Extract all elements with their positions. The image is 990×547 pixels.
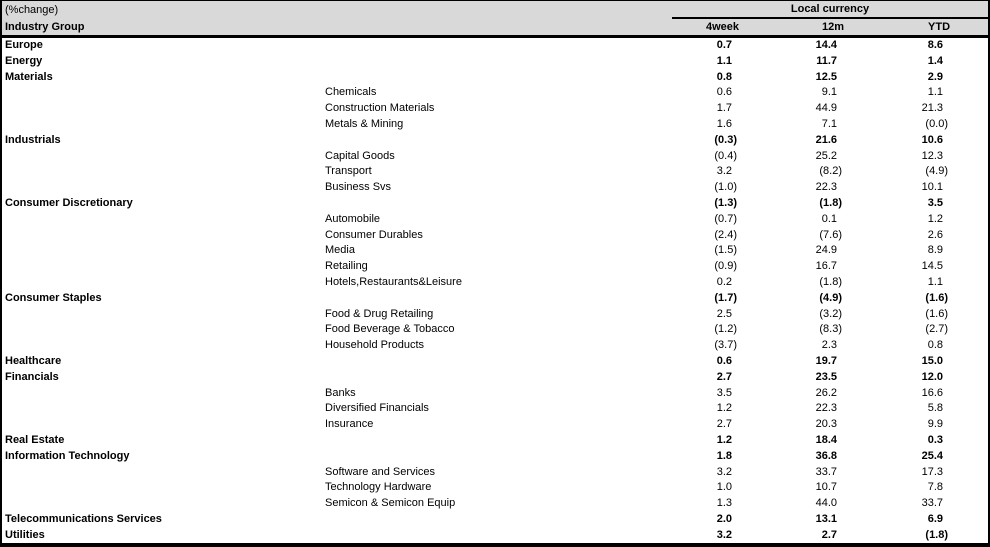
value-ytd: 1.2 <box>927 212 944 225</box>
row-label: Real Estate <box>5 433 65 446</box>
table-row <box>2 417 988 433</box>
row-label: Telecommunications Services <box>5 512 162 525</box>
row-label: Insurance <box>325 418 374 431</box>
value-ytd: (4.9) <box>925 165 949 178</box>
value-4week: 2.7 <box>716 370 732 383</box>
value-ytd: 5.8 <box>927 402 944 415</box>
value-ytd: 2.9 <box>927 70 944 83</box>
value-ytd: 0.8 <box>927 339 944 352</box>
value-12m: 25.2 <box>815 149 837 162</box>
value-4week: (1.7) <box>714 291 737 304</box>
value-12m: (1.8) <box>819 196 842 209</box>
row-label: Consumer Staples <box>5 291 102 304</box>
value-4week: 1.8 <box>716 449 732 462</box>
value-4week: (1.0) <box>714 181 737 194</box>
value-ytd: (1.6) <box>925 307 949 320</box>
table-body <box>2 37 988 544</box>
value-ytd: 25.4 <box>921 449 944 462</box>
value-12m: 36.8 <box>815 449 837 462</box>
value-ytd: 1.1 <box>927 275 944 288</box>
value-12m: 44.9 <box>815 102 837 115</box>
row-label: Healthcare <box>5 354 62 367</box>
row-label: Europe <box>5 39 43 51</box>
row-label: Food Beverage & Tobacco <box>325 323 455 336</box>
value-4week: 0.6 <box>716 354 732 367</box>
value-12m: 2.7 <box>821 528 837 541</box>
row-label: Metals & Mining <box>325 117 404 130</box>
performance-table <box>2 1 988 544</box>
row-label: Food & Drug Retailing <box>325 307 434 320</box>
value-4week: (1.2) <box>714 323 737 336</box>
table-row <box>2 433 988 449</box>
value-12m: 20.3 <box>815 418 837 431</box>
value-4week: 1.2 <box>716 433 732 446</box>
value-4week: 1.2 <box>716 402 732 415</box>
header-row-currency <box>2 1 988 18</box>
value-12m: 14.4 <box>815 39 837 51</box>
value-12m: 7.1 <box>821 117 837 130</box>
row-label: Construction Materials <box>325 102 435 115</box>
table-row <box>2 275 988 291</box>
table-row <box>2 180 988 196</box>
value-4week: 1.6 <box>716 117 732 130</box>
row-label: Retailing <box>325 260 368 273</box>
value-ytd: 1.1 <box>927 86 944 99</box>
value-12m: 11.7 <box>816 54 837 67</box>
value-4week: 2.0 <box>716 512 732 525</box>
value-ytd: 3.5 <box>927 196 944 209</box>
row-label: Diversified Financials <box>325 402 429 415</box>
value-ytd: (2.7) <box>925 323 949 336</box>
value-ytd: (1.6) <box>925 291 949 304</box>
row-label: Utilities <box>5 528 45 541</box>
value-ytd: 12.3 <box>921 149 944 162</box>
row-label: Consumer Durables <box>325 228 423 241</box>
value-12m: 22.3 <box>815 181 837 194</box>
table-row <box>2 480 988 496</box>
table-row <box>2 370 988 386</box>
row-label: Banks <box>325 386 356 399</box>
row-label: Business Svs <box>325 181 392 194</box>
value-4week: (0.3) <box>714 133 737 146</box>
row-label: Information Technology <box>5 449 130 462</box>
table-row <box>2 465 988 481</box>
value-4week: 1.3 <box>716 497 732 510</box>
row-label: Materials <box>5 70 53 83</box>
row-label: Software and Services <box>325 465 436 478</box>
table-row <box>2 386 988 402</box>
industry-group-header: Industry Group <box>2 18 672 37</box>
row-label: Financials <box>5 370 59 383</box>
table-row <box>2 338 988 354</box>
value-4week: (1.3) <box>714 196 737 209</box>
table-row <box>2 449 988 465</box>
table-header <box>2 1 988 37</box>
value-4week: (3.7) <box>714 339 737 352</box>
row-label: Technology Hardware <box>325 481 432 494</box>
table-row <box>2 228 988 244</box>
local-currency-header: Local currency <box>672 1 988 18</box>
row-label: Industrials <box>5 133 61 146</box>
value-ytd: 21.3 <box>921 102 944 115</box>
value-ytd: 8.6 <box>927 39 944 51</box>
value-12m: (7.6) <box>819 228 842 241</box>
value-4week: (0.4) <box>714 149 737 162</box>
table-row <box>2 528 988 544</box>
table-row <box>2 243 988 259</box>
value-ytd: (1.8) <box>925 528 949 541</box>
value-4week: 3.2 <box>716 165 732 178</box>
column-header-12m: 12m <box>777 18 882 37</box>
value-4week: (0.7) <box>714 212 737 225</box>
value-4week: 1.0 <box>716 481 732 494</box>
value-4week: 3.2 <box>716 528 732 541</box>
row-label: Household Products <box>325 339 425 352</box>
value-12m: 23.5 <box>815 370 837 383</box>
value-ytd: 14.5 <box>921 260 944 273</box>
value-4week: 3.2 <box>716 465 732 478</box>
value-4week: (0.9) <box>714 260 737 273</box>
value-12m: 10.7 <box>815 481 837 494</box>
row-label: Media <box>325 244 355 257</box>
value-ytd: (0.0) <box>925 117 949 130</box>
value-12m: 2.3 <box>821 339 837 352</box>
row-label: Hotels,Restaurants&Leisure <box>325 275 462 288</box>
value-4week: (2.4) <box>714 228 737 241</box>
value-ytd: 33.7 <box>921 497 944 510</box>
value-4week: 0.7 <box>716 39 732 51</box>
table-row <box>2 322 988 338</box>
value-ytd: 8.9 <box>927 244 944 257</box>
value-12m: 33.7 <box>815 465 837 478</box>
table-row <box>2 212 988 228</box>
table-row <box>2 496 988 512</box>
column-header-ytd: YTD <box>882 18 988 37</box>
value-12m: 9.1 <box>821 86 837 99</box>
value-12m: 19.7 <box>815 354 837 367</box>
percent-change-label: (%change) <box>2 1 672 18</box>
table-row <box>2 307 988 323</box>
value-4week: 1.7 <box>716 102 732 115</box>
value-4week: 2.7 <box>716 418 732 431</box>
value-12m: 22.3 <box>815 402 837 415</box>
value-ytd: 7.8 <box>927 481 944 494</box>
row-label: Chemicals <box>325 86 377 99</box>
value-12m: (1.8) <box>819 275 842 288</box>
table-row <box>2 54 988 70</box>
value-12m: 12.5 <box>815 70 837 83</box>
value-12m: 0.1 <box>821 212 837 225</box>
value-4week: 2.5 <box>716 307 732 320</box>
table-row <box>2 149 988 165</box>
value-12m: (4.9) <box>819 291 842 304</box>
value-4week: 0.8 <box>716 70 732 83</box>
value-ytd: 9.9 <box>927 418 944 431</box>
row-label: Consumer Discretionary <box>5 196 133 209</box>
value-4week: 0.6 <box>716 86 732 99</box>
table-row <box>2 512 988 528</box>
value-12m: (8.2) <box>819 165 842 178</box>
value-ytd: 12.0 <box>921 370 944 383</box>
table-row <box>2 291 988 307</box>
value-12m: 18.4 <box>815 433 837 446</box>
value-ytd: 17.3 <box>921 465 944 478</box>
table-row <box>2 85 988 101</box>
row-label: Transport <box>325 165 372 178</box>
value-ytd: 0.3 <box>927 433 944 446</box>
value-12m: 21.6 <box>815 133 837 146</box>
table-row <box>2 196 988 212</box>
table-row <box>2 133 988 149</box>
value-12m: 13.1 <box>815 512 837 525</box>
value-ytd: 10.6 <box>921 133 944 146</box>
table-row <box>2 401 988 417</box>
value-ytd: 2.6 <box>927 228 944 241</box>
table-row <box>2 70 988 86</box>
value-ytd: 1.4 <box>927 54 944 67</box>
table-row <box>2 117 988 133</box>
value-ytd: 15.0 <box>921 354 944 367</box>
header-row-columns <box>2 18 988 37</box>
table-row <box>2 101 988 117</box>
value-12m: 24.9 <box>815 244 837 257</box>
row-label: Energy <box>5 54 43 67</box>
value-4week: 1.1 <box>716 54 732 67</box>
row-label: Capital Goods <box>325 149 395 162</box>
value-12m: 26.2 <box>815 386 837 399</box>
row-label: Automobile <box>325 212 381 225</box>
value-4week: 0.2 <box>716 275 732 288</box>
table-row <box>2 164 988 180</box>
column-header-4week: 4week <box>672 18 777 37</box>
value-4week: 3.5 <box>716 386 732 399</box>
value-12m: (8.3) <box>819 323 842 336</box>
table-row <box>2 354 988 370</box>
value-ytd: 6.9 <box>927 512 944 525</box>
table-row <box>2 37 988 54</box>
value-12m: 16.7 <box>815 260 837 273</box>
row-label: Semicon & Semicon Equip <box>325 497 456 510</box>
table-row <box>2 259 988 275</box>
value-12m: 44.0 <box>815 497 837 510</box>
value-ytd: 10.1 <box>921 181 944 194</box>
value-ytd: 16.6 <box>921 386 944 399</box>
value-4week: (1.5) <box>714 244 737 257</box>
value-12m: (3.2) <box>819 307 842 320</box>
